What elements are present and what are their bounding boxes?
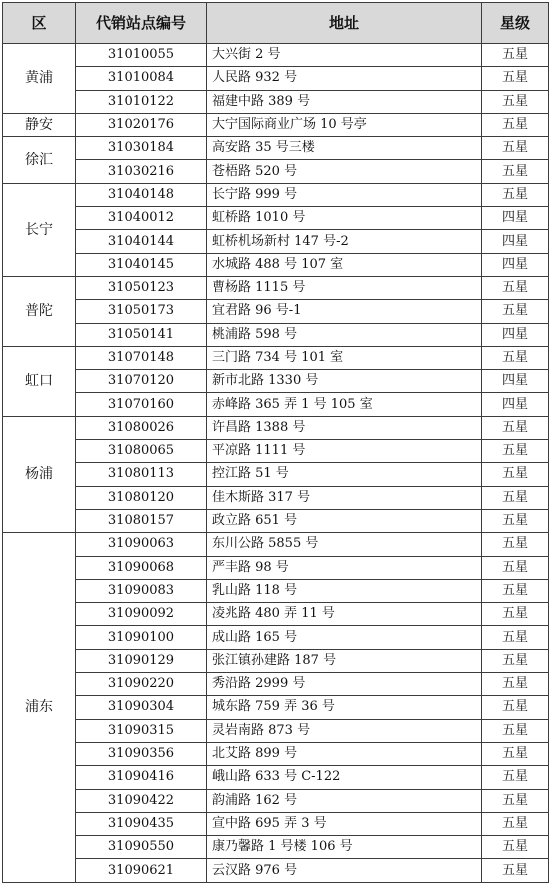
address-cell: 成山路 165 号: [207, 626, 482, 649]
district-cell: 徐汇: [3, 137, 76, 184]
address-cell: 政立路 651 号: [207, 509, 482, 532]
address-cell: 三门路 734 号 101 室: [207, 346, 482, 369]
table-row: [3, 113, 549, 136]
star-level-cell: 五星: [482, 509, 549, 532]
star-level-cell: 五星: [482, 719, 549, 742]
column-header-district: 区: [3, 3, 76, 44]
star-level-cell: 五星: [482, 649, 549, 672]
star-level-cell: 四星: [482, 393, 549, 416]
address-cell: 曹杨路 1115 号: [207, 276, 482, 299]
table-row: [3, 416, 549, 439]
star-level-cell: 四星: [482, 323, 549, 346]
station-code-cell: 31030184: [76, 137, 207, 160]
star-level-cell: 四星: [482, 207, 549, 230]
station-code-cell: 31050173: [76, 300, 207, 323]
star-level-cell: 五星: [482, 673, 549, 696]
address-cell: 苍梧路 520 号: [207, 160, 482, 183]
table-row: [3, 673, 549, 696]
table-row: [3, 742, 549, 765]
district-cell: 长宁: [3, 183, 76, 276]
star-level-cell: 五星: [482, 300, 549, 323]
station-table: [2, 2, 549, 883]
table-row: [3, 859, 549, 882]
address-cell: 高安路 35 号三楼: [207, 137, 482, 160]
star-level-cell: 五星: [482, 766, 549, 789]
star-level-cell: 五星: [482, 696, 549, 719]
address-cell: 福建中路 389 号: [207, 90, 482, 113]
table-row: [3, 556, 549, 579]
table-row: [3, 183, 549, 206]
station-code-cell: 31050141: [76, 323, 207, 346]
star-level-cell: 五星: [482, 742, 549, 765]
table-row: [3, 836, 549, 859]
station-code-cell: 31090315: [76, 719, 207, 742]
star-level-cell: 五星: [482, 90, 549, 113]
station-code-cell: 31090083: [76, 579, 207, 602]
table-header-row: [3, 3, 549, 44]
station-code-cell: 31010055: [76, 44, 207, 67]
address-cell: 乳山路 118 号: [207, 579, 482, 602]
address-cell: 控江路 51 号: [207, 463, 482, 486]
address-cell: 平凉路 1111 号: [207, 440, 482, 463]
table-row: [3, 626, 549, 649]
station-code-cell: 31090092: [76, 603, 207, 626]
table-row: [3, 160, 549, 183]
address-cell: 秀沿路 2999 号: [207, 673, 482, 696]
address-cell: 长宁路 999 号: [207, 183, 482, 206]
column-header-station-code: 代销站点编号: [76, 3, 207, 44]
station-list-document: [2, 2, 549, 883]
station-code-cell: 31080157: [76, 509, 207, 532]
table-row: [3, 230, 549, 253]
table-row: [3, 440, 549, 463]
table-row: [3, 393, 549, 416]
address-cell: 新市北路 1330 号: [207, 370, 482, 393]
table-row: [3, 370, 549, 393]
station-code-cell: 31010084: [76, 67, 207, 90]
star-level-cell: 四星: [482, 253, 549, 276]
station-code-cell: 31090435: [76, 812, 207, 835]
star-level-cell: 五星: [482, 416, 549, 439]
address-cell: 赤峰路 365 弄 1 号 105 室: [207, 393, 482, 416]
table-row: [3, 207, 549, 230]
address-cell: 凌兆路 480 弄 11 号: [207, 603, 482, 626]
star-level-cell: 五星: [482, 603, 549, 626]
star-level-cell: 五星: [482, 67, 549, 90]
table-row: [3, 67, 549, 90]
address-cell: 佳木斯路 317 号: [207, 486, 482, 509]
address-cell: 桃浦路 598 号: [207, 323, 482, 346]
star-level-cell: 五星: [482, 533, 549, 556]
district-cell: 虹口: [3, 346, 76, 416]
address-cell: 峨山路 633 号 C-122: [207, 766, 482, 789]
table-row: [3, 579, 549, 602]
star-level-cell: 五星: [482, 463, 549, 486]
station-code-cell: 31080113: [76, 463, 207, 486]
station-code-cell: 31030216: [76, 160, 207, 183]
table-row: [3, 766, 549, 789]
station-code-cell: 31040144: [76, 230, 207, 253]
station-code-cell: 31080120: [76, 486, 207, 509]
address-cell: 宣中路 695 弄 3 号: [207, 812, 482, 835]
table-row: [3, 533, 549, 556]
station-code-cell: 31040148: [76, 183, 207, 206]
star-level-cell: 五星: [482, 346, 549, 369]
star-level-cell: 五星: [482, 789, 549, 812]
star-level-cell: 五星: [482, 859, 549, 882]
table-row: [3, 812, 549, 835]
star-level-cell: 五星: [482, 44, 549, 67]
address-cell: 大兴街 2 号: [207, 44, 482, 67]
column-header-address: 地址: [207, 3, 482, 44]
address-cell: 严丰路 98 号: [207, 556, 482, 579]
star-level-cell: 五星: [482, 440, 549, 463]
star-level-cell: 五星: [482, 276, 549, 299]
station-code-cell: 31050123: [76, 276, 207, 299]
station-code-cell: 31070160: [76, 393, 207, 416]
district-cell: 杨浦: [3, 416, 76, 532]
station-code-cell: 31090304: [76, 696, 207, 719]
address-cell: 人民路 932 号: [207, 67, 482, 90]
table-row: [3, 486, 549, 509]
station-code-cell: 31090422: [76, 789, 207, 812]
district-cell: 浦东: [3, 533, 76, 882]
address-cell: 东川公路 5855 号: [207, 533, 482, 556]
station-code-cell: 31020176: [76, 113, 207, 136]
star-level-cell: 四星: [482, 370, 549, 393]
address-cell: 北艾路 899 号: [207, 742, 482, 765]
station-code-cell: 31090356: [76, 742, 207, 765]
star-level-cell: 五星: [482, 579, 549, 602]
address-cell: 张江镇孙建路 187 号: [207, 649, 482, 672]
table-row: [3, 323, 549, 346]
table-row: [3, 649, 549, 672]
table-row: [3, 276, 549, 299]
table-row: [3, 90, 549, 113]
station-code-cell: 31040012: [76, 207, 207, 230]
address-cell: 康乃馨路 1 号楼 106 号: [207, 836, 482, 859]
station-code-cell: 31090550: [76, 836, 207, 859]
star-level-cell: 四星: [482, 230, 549, 253]
star-level-cell: 五星: [482, 812, 549, 835]
station-code-cell: 31090100: [76, 626, 207, 649]
station-code-cell: 31070148: [76, 346, 207, 369]
table-body: [3, 44, 549, 883]
address-cell: 灵岩南路 873 号: [207, 719, 482, 742]
station-code-cell: 31040145: [76, 253, 207, 276]
star-level-cell: 五星: [482, 626, 549, 649]
station-code-cell: 31070120: [76, 370, 207, 393]
station-code-cell: 31080065: [76, 440, 207, 463]
station-code-cell: 31090068: [76, 556, 207, 579]
table-row: [3, 463, 549, 486]
station-code-cell: 31090220: [76, 673, 207, 696]
address-cell: 水城路 488 号 107 室: [207, 253, 482, 276]
address-cell: 韵浦路 162 号: [207, 789, 482, 812]
table-row: [3, 346, 549, 369]
star-level-cell: 五星: [482, 137, 549, 160]
station-code-cell: 31090129: [76, 649, 207, 672]
station-code-cell: 31090621: [76, 859, 207, 882]
table-row: [3, 137, 549, 160]
address-cell: 宜君路 96 号-1: [207, 300, 482, 323]
star-level-cell: 五星: [482, 486, 549, 509]
table-row: [3, 509, 549, 532]
address-cell: 大宁国际商业广场 10 号亭: [207, 113, 482, 136]
address-cell: 虹桥机场新村 147 号-2: [207, 230, 482, 253]
station-code-cell: 31010122: [76, 90, 207, 113]
table-row: [3, 603, 549, 626]
table-row: [3, 44, 549, 67]
address-cell: 城东路 759 弄 36 号: [207, 696, 482, 719]
address-cell: 许昌路 1388 号: [207, 416, 482, 439]
column-header-star-level: 星级: [482, 3, 549, 44]
star-level-cell: 五星: [482, 160, 549, 183]
star-level-cell: 五星: [482, 183, 549, 206]
star-level-cell: 五星: [482, 113, 549, 136]
district-cell: 普陀: [3, 276, 76, 346]
station-code-cell: 31080026: [76, 416, 207, 439]
district-cell: 静安: [3, 113, 76, 136]
table-row: [3, 696, 549, 719]
table-row: [3, 719, 549, 742]
station-code-cell: 31090416: [76, 766, 207, 789]
star-level-cell: 五星: [482, 556, 549, 579]
table-row: [3, 253, 549, 276]
star-level-cell: 五星: [482, 836, 549, 859]
address-cell: 虹桥路 1010 号: [207, 207, 482, 230]
district-cell: 黄浦: [3, 44, 76, 114]
address-cell: 云汉路 976 号: [207, 859, 482, 882]
table-row: [3, 789, 549, 812]
table-row: [3, 300, 549, 323]
station-code-cell: 31090063: [76, 533, 207, 556]
